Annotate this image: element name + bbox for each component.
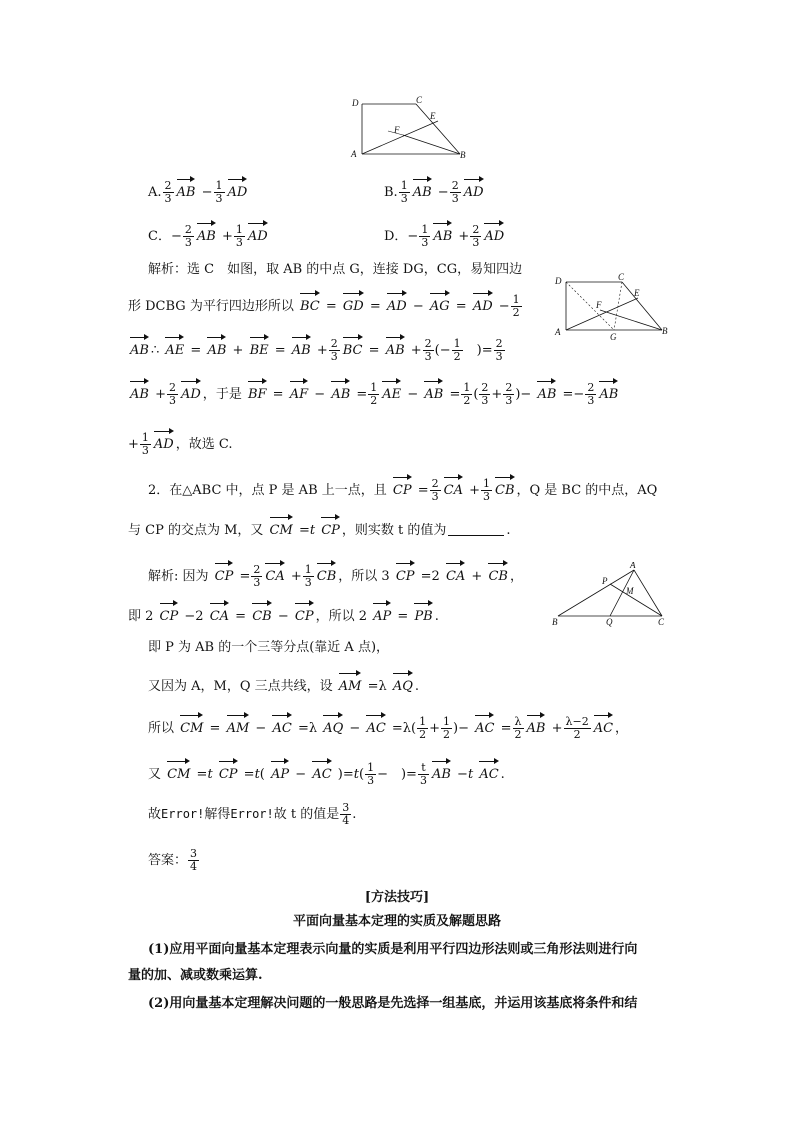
solution1-line2: 形 DCBG 为平行四边形所以 BC = GD = AD − AG = AD − $\frac{1}{2}$ xyxy=(128,290,523,319)
solution1-line3: AB ∴ AE = AB + BE = AB + $\frac{2}{3}$ BC = AB + $\frac{2}{3}$ (− $\frac{1}{2}$ )= $\frac{2}{3}$ xyxy=(128,334,506,363)
option-b: B. $\frac{1}{3}$ AB − $\frac{2}{3}$ AD xyxy=(384,176,486,205)
fig2-label-f: F xyxy=(596,300,602,310)
solution2-line6: 又 CM =t CP =t( AP − AC )=t( $\frac{1}{3}$ − )= $\frac{t}{3}$ AB −t AC . xyxy=(148,758,505,787)
fig3-label-b: B xyxy=(552,617,558,627)
fig1-label-a: A xyxy=(351,149,357,159)
fig3-label-q: Q xyxy=(606,617,613,627)
option-c: C．− $\frac{2}{3}$ AB + $\frac{1}{3}$ AD xyxy=(148,220,270,249)
method-paragraph2: (2)用向量基本定理解决问题的一般思路是先选择一组基底，并运用该基底将条件和结 xyxy=(148,996,638,1011)
fig2-label-e: E xyxy=(634,288,640,298)
fig2-label-g: G xyxy=(610,332,617,342)
fig2-label-a: A xyxy=(555,327,561,337)
method-title: [方法技巧] xyxy=(364,890,430,905)
fig1-label-f: F xyxy=(394,125,400,135)
fig3-label-c: C xyxy=(658,617,665,627)
solution2-line7: 故Error!解得Error!故 t 的值是 $\frac{3}{4}$ . xyxy=(148,801,357,827)
figure-triangle xyxy=(548,562,676,628)
fig3-label-p: P xyxy=(602,576,608,586)
fig2-label-c: C xyxy=(618,272,625,282)
solution2-line4: 又因为 A，M，Q 三点共线，设 AM =λ AQ . xyxy=(148,670,419,697)
answer-blank[interactable] xyxy=(448,535,504,536)
fig1-label-b: B xyxy=(460,150,466,160)
solution2-line3: 即 P 为 AB 的一个三等分点(靠近 A 点)， xyxy=(148,640,390,655)
figure-trapezoid xyxy=(348,96,478,162)
solution2-line1: 解析: 因为 CP = $\frac{2}{3}$ CA + $\frac{1}{3}$ CB ，所以 3 CP =2 CA + CB ， xyxy=(148,560,523,589)
figure-trapezoid-g xyxy=(550,270,678,342)
option-d: D．− $\frac{1}{3}$ AB + $\frac{2}{3}$ AD xyxy=(384,220,506,249)
solution2-line2: 即 2 CP −2 CA = CB − CP ，所以 2 AP = PB . xyxy=(128,600,439,627)
solution1-line4: AB + $\frac{2}{3}$ AD ，于是 BF = AF − AB = $\frac{1}{2}$ AE − AB = $\frac{1}{2}$ ( $\frac{2}{3}$ + $\frac{2}{3}$ )− AB =− $\frac{2}{3}$ AB xyxy=(128,378,620,407)
solution2-line5: 所以 CM = AM − AC =λ AQ − AC =λ( $\frac{1}{2}$ + $\frac{1}{2}$ )− AC = $\frac{\lambda}{2}$ AB + $\frac{\lambda-2}{2}$ AC ， xyxy=(148,712,628,741)
method-subtitle: 平面向量基本定理的实质及解题思路 xyxy=(292,914,501,929)
method-paragraph1-line2: 量的加、减或数乘运算. xyxy=(128,968,263,983)
option-a: A. $\frac{2}{3}$ AB − $\frac{1}{3}$ AD xyxy=(148,176,249,205)
fig2-label-d: D xyxy=(555,276,562,286)
answer-line: 答案： $\frac{3}{4}$ xyxy=(148,847,198,873)
fig3-label-a: A xyxy=(630,562,636,570)
question2-line1: 2．在△ABC 中，点 P 是 AB 上一点，且 CP = $\frac{2}{3}$ CA + $\frac{1}{3}$ CB ，Q 是 BC 的中点，AQ xyxy=(148,474,657,503)
fig2-label-b: B xyxy=(662,326,668,336)
fig1-label-d: D xyxy=(352,98,359,108)
fig1-label-c: C xyxy=(416,96,423,105)
method-paragraph1-line1: (1)应用平面向量基本定理表示向量的实质是利用平行四边形法则或三角形法则进行向 xyxy=(148,942,638,957)
fig3-label-m: M xyxy=(626,586,634,596)
fig1-label-e: E xyxy=(430,111,436,121)
solution1-line5: + $\frac{1}{3}$ AD ，故选 C. xyxy=(128,428,232,457)
solution1-line1: 解析：选 C 如图，取 AB 的中点 G，连接 DG，CG，易知四边 xyxy=(148,262,523,277)
question2-line2: 与 CP 的交点为 M，又 CM =t CP ，则实数 t 的值为 . xyxy=(128,514,511,541)
